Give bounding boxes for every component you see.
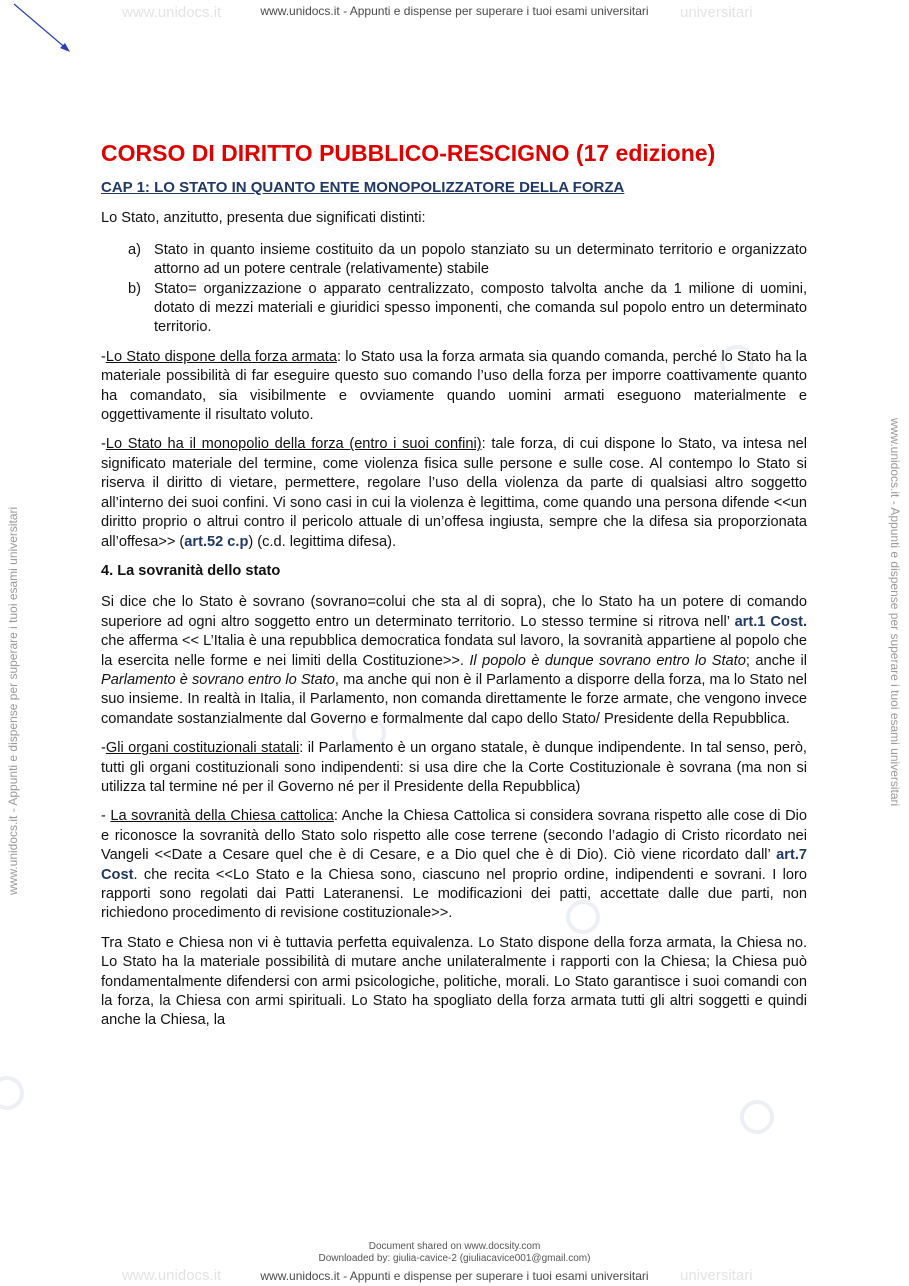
chapter-title: CAP 1: LO STATO IN QUANTO ENTE MONOPOLIZZATORE DELLA FORZA <box>101 179 625 196</box>
paragraph-forza-armata <box>101 348 807 426</box>
docsity-share-line: Document shared on www.docsity.com <box>368 1241 541 1252</box>
list-item-text: Stato in quanto insieme costituito da un popolo stanziato su un determinato territorio e organizzato attorno ad un potere centrale (relativamente) stabile <box>154 241 807 278</box>
document-body <box>101 138 807 1041</box>
header-watermark: www.unidocs.it - Appunti e dispense per superare i tuoi esami universitari <box>260 4 649 18</box>
article-reference: art.7 Cost <box>101 847 807 883</box>
footer-watermark: www.unidocs.it - Appunti e dispense per superare i tuoi esami universitari <box>260 1269 649 1283</box>
emphasis-text: Parlamento è sovrano entro lo Stato <box>101 671 335 688</box>
ghost-watermark-right: universitari <box>680 4 753 21</box>
definitions-list <box>101 241 807 338</box>
download-info-line: Downloaded by: giulia-cavice-2 (giuliacavice001@gmail.com) <box>318 1253 591 1264</box>
underlined-heading: Lo Stato dispone della forza armata <box>105 348 337 365</box>
ghost-watermark-left-bottom: www.unidocs.it <box>122 1267 222 1284</box>
paragraph-text: : Anche la Chiesa Cattolica si considera sovrana rispetto alle cose di Dio e riconosce la sovranità dello Stato solo rispetto alle cose terrene (secondo l’adagio di Cristo ricordato nei Vangeli <<Date a Cesare quel che è di Cesare, e a Dio quel che è di Dio). Ciò viene ricordato dall’ <box>101 808 807 864</box>
article-reference: art.1 Cost. <box>734 613 807 630</box>
dash: - <box>101 348 106 365</box>
paragraph-text: , ma anche qui non è il Parlamento a disporre della forza, ma lo Stato nel suo insieme. <box>101 671 807 708</box>
paragraph-monopolio <box>101 435 807 551</box>
emphasis-text: Il popolo è dunque sovrano entro lo Stato <box>469 652 746 669</box>
dash: - <box>101 740 106 757</box>
paragraph-text: . che recita <<Lo Stato e la Chiesa sono, ciascuno nel proprio ordine, indipendenti e sovrani. I loro rapporti sono regolati dai Patti Lateranensi. Le modificazioni dei patti, accettate dalle due parti, non richiedono procedimento di revisione costituzionale>>. <box>101 866 807 922</box>
paragraph-organi <box>101 739 807 797</box>
paragraph-text: : il Parlamento è un organo statale, è dunque indipendente. In tal senso, però, tutti gli organi costituzionali sono indipendenti: si usa dire che la Corte Costituzionale è sovrana (ma non si utilizza tal termine né per il Governo né per il Presidente della Repubblica) <box>101 740 807 795</box>
underlined-heading: Lo Stato ha il monopolio della forza (entro i suoi confini) <box>105 436 482 453</box>
intro-paragraph: Lo Stato, anzitutto, presenta due significati distinti: <box>101 210 426 227</box>
paragraph-text: ) (c.d. legittima difesa). <box>248 533 396 550</box>
ghost-watermark-left: www.unidocs.it <box>122 4 222 21</box>
article-reference: art.52 c.p <box>184 533 249 550</box>
dash: - <box>101 436 106 453</box>
list-item <box>128 241 807 280</box>
paragraph-sovranita <box>101 593 807 729</box>
list-item <box>128 280 807 338</box>
paragraph-text: ; anche il <box>745 652 807 669</box>
list-marker: a) <box>128 241 141 258</box>
document-title: CORSO DI DIRITTO PUBBLICO-RESCIGNO (17 edizione) <box>101 140 716 166</box>
list-marker: b) <box>128 280 141 297</box>
underlined-heading: La sovranità della Chiesa cattolica <box>110 808 334 825</box>
watermark-logo-icon <box>740 1100 774 1134</box>
paragraph-stato-chiesa: Tra Stato e Chiesa non vi è tuttavia perfetta equivalenza. Lo Stato dispone della forza armata, la Chiesa no. Lo Stato ha la materiale possibilità di mutare anche unilateralmente i rapporti con la Chiesa; la Chiesa può fondamentalmente difendersi con armi psicologiche, politiche, morali. Lo Stato garantisce i suoi comandi con la forza, la Chiesa con armi spirituali. Lo Stato ha spogliato della forza armata tutti gli altri soggetti e quindi anche la Chiesa, la <box>101 934 807 1029</box>
section-title: 4. La sovranità dello stato <box>101 562 281 579</box>
ghost-watermark-right-bottom: universitari <box>680 1267 753 1284</box>
paragraph-text: In realtà in Italia, il Parlamento, non comanda direttamente le forze armate, che vengono invece comandate sostanzialmente dal Governo e formalmente dal capo dello Stato/ Presidente della Repubblica. <box>101 691 807 727</box>
paragraph-text: Si dice che lo Stato è sovrano (sovrano=colui che sta al di sopra), che lo Stato ha un potere di comando superiore ad ogni altro soggetto entro un determinato territorio. Lo stesso termine si ritrova nell’ <box>101 594 807 630</box>
watermark-logo-icon <box>0 1076 24 1110</box>
underlined-heading: Gli organi costituzionali statali <box>105 740 300 757</box>
paragraph-chiesa <box>101 807 807 923</box>
side-watermark-left: www.unidocs.it - Appunti e dispense per superare i tuoi esami universitari <box>6 506 20 895</box>
dash: - <box>101 808 111 825</box>
paragraph-text: : lo Stato usa la forza armata sia quando comanda, perché lo Stato ha la materiale possibilità di far eseguire questo suo comando l’uso della forza per imporre coattivamente quanto ha comandato, sia visibilmente e ovviamente quando uomini armati eseguono materialmente e oggettivamente il risultato voluto. <box>101 348 807 424</box>
paragraph-text: : tale forza, di cui dispone lo Stato, va intesa nel significato materiale del termine, come violenza fisica sulle persone e sulle cose. Al contempo lo Stato si riserva il diritto di vietare, permettere, regolare l’uso della violenza da parte di qualsiasi altro soggetto all’interno dei suoi confini. Vi sono casi in cui la violenza è legittima, come quando una persona difende <<un diritto proprio o altrui contro il pericolo attuale di un’offesa ingiusta, sempre che la difesa sia proporzionata all’offesa>> ( <box>101 436 807 550</box>
list-item-text: Stato= organizzazione o apparato centralizzato, composto talvolta anche da 1 milione di uomini, dotato di mezzi materiali e giuridici spesso imponenti, che comanda sul popolo entro un determinato territorio. <box>154 280 807 336</box>
side-watermark-right: www.unidocs.it - Appunti e dispense per superare i tuoi esami universitari <box>888 418 902 807</box>
paragraph-text: che afferma << L’Italia è una repubblica democratica fondata sul lavoro, la sovranità appartiene al popolo che la esercita nelle forme e nei limiti della Costituzione>>. <box>101 633 807 669</box>
